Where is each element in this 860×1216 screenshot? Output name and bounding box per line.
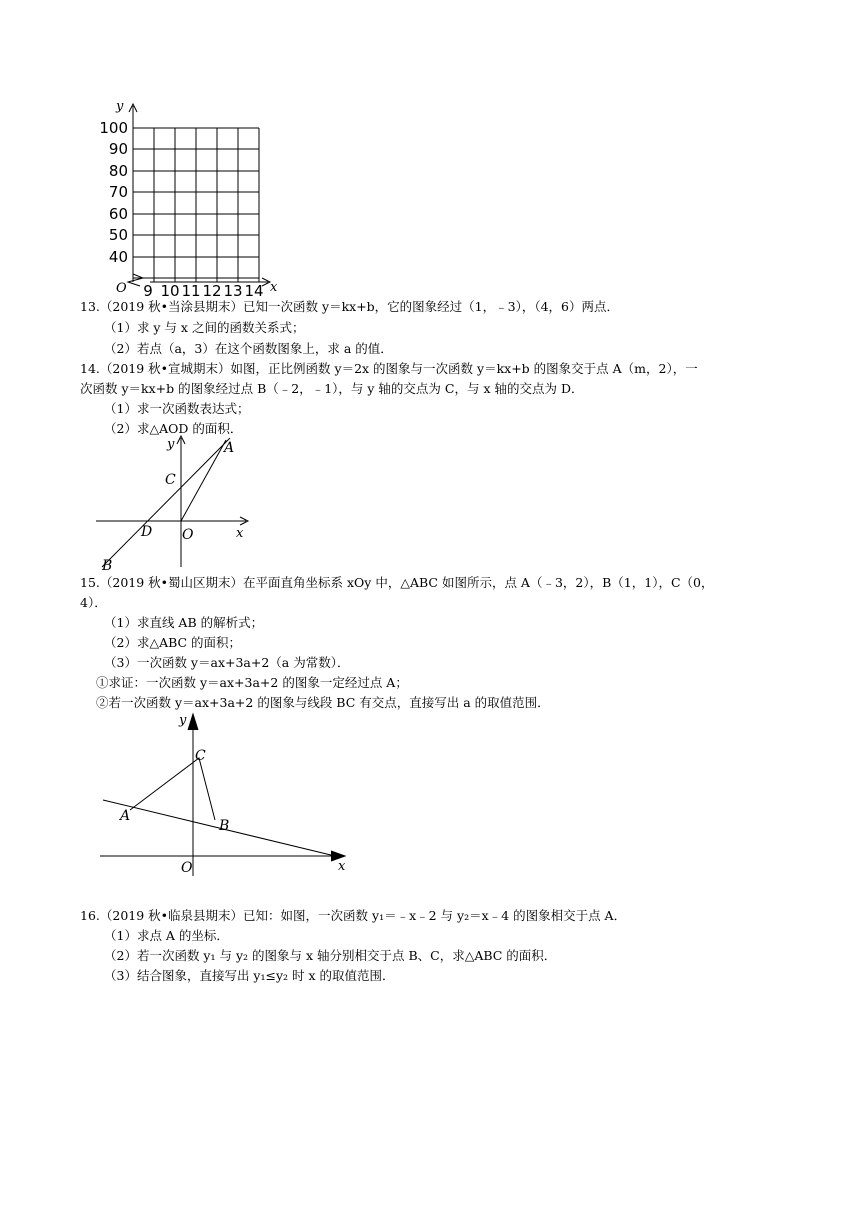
q16-part2: （2）若一次函数 y₁ 与 y₂ 的图象与 x 轴分别相交于点 B、C，求△ABC 的面积． [104,948,557,963]
q13-part2: （2）若点（a，3）在这个函数图象上，求 a 的值． [104,341,393,356]
point-C-label: C [195,748,206,764]
point-B-label: B [219,818,230,834]
x-tick: 13 [223,282,243,300]
q16-part3: （3）结合图象，直接写出 y₁≤y₂ 时 x 的取值范围． [104,968,395,983]
point-A-label: A [224,440,235,456]
q16-part1: （1）求点 A 的坐标． [104,928,229,943]
x-tick: 10 [160,282,180,300]
axis-break-mark [128,274,143,286]
y-tick-labels [99,119,128,266]
y-label: y [179,713,187,728]
y-tick: 90 [108,140,128,158]
x-tick: 9 [143,282,153,300]
q16-stem: 16.（2019 秋•临泉县期末）已知：如图，一次函数 y₁＝﹣x﹣2 与 y₂＝x﹣4 的图象相交于点 A． [80,908,627,923]
q14-figure [90,432,260,572]
x-tick: 14 [244,282,264,300]
y-tick: 40 [108,248,128,266]
q14-stem-line2: 次函数 y＝kx+b 的图象经过点 B（﹣2，﹣1），与 y 轴的交点为 C，与 x 轴的交点为 D． [80,381,584,396]
y-tick: 50 [108,226,128,244]
origin-label: O [182,527,194,543]
origin-label: O [181,860,193,876]
point-C-label: C [165,472,176,488]
x-axis-label: x [270,280,278,295]
q14-part1: （1）求一次函数表达式； [104,401,250,416]
x-tick: 11 [181,282,201,300]
x-tick-labels [143,282,263,300]
triangle-ABC [130,758,215,820]
q15-part2: （2）求△ABC 的面积； [104,635,242,650]
x-label: x [236,526,244,541]
q13-part1: （1）求 y 与 x 之间的函数关系式； [104,320,305,335]
y-tick: 80 [108,162,128,180]
y-tick: 70 [108,183,128,201]
point-B-label: B [102,558,113,572]
y-axis-label: y [116,99,124,114]
y-tick: 60 [108,205,128,223]
q13-stem: 13.（2019 秋•当涂县期末）已知一次函数 y＝kx+b，它的图象经过（1，﹣3），（4，6）两点． [80,299,619,314]
q15-stem-line1: 15.（2019 秋•蜀山区期末）在平面直角坐标系 xOy 中，△ABC 如图所示，点 A（﹣3，2），B（1，1），C（0， [80,575,714,590]
x-tick: 12 [202,282,222,300]
q14-part2: （2）求△AOD 的面积． [104,421,243,436]
y-label: y [167,437,175,452]
y-axis-arrow [188,714,198,730]
q15-figure [95,708,355,878]
point-D-label: D [141,524,153,540]
y-tick: 100 [99,119,128,137]
q14-stem-line1: 14.（2019 秋•宣城期末）如图，正比例函数 y＝2x 的图象与一次函数 y＝kx+b 的图象交于点 A（m，2），一 [80,361,698,376]
q15-part3: （3）一次函数 y＝ax+3a+2（a 为常数）． [104,655,350,670]
q15-part1: （1）求直线 AB 的解析式； [104,615,264,630]
x-label: x [338,859,346,874]
q15-sub1: ①求证：一次函数 y＝ax+3a+2 的图象一定经过点 A； [96,675,408,690]
grid-lines [133,128,259,282]
q15-stem-line2: 4）． [80,595,107,610]
origin-label: O [116,281,127,296]
point-A-label: A [120,808,131,824]
line-BA [102,438,230,567]
q15-sub2: ②若一次函数 y＝ax+3a+2 的图象与线段 BC 有交点，直接写出 a 的取值范围． [96,695,550,710]
grid-figure [90,92,290,302]
